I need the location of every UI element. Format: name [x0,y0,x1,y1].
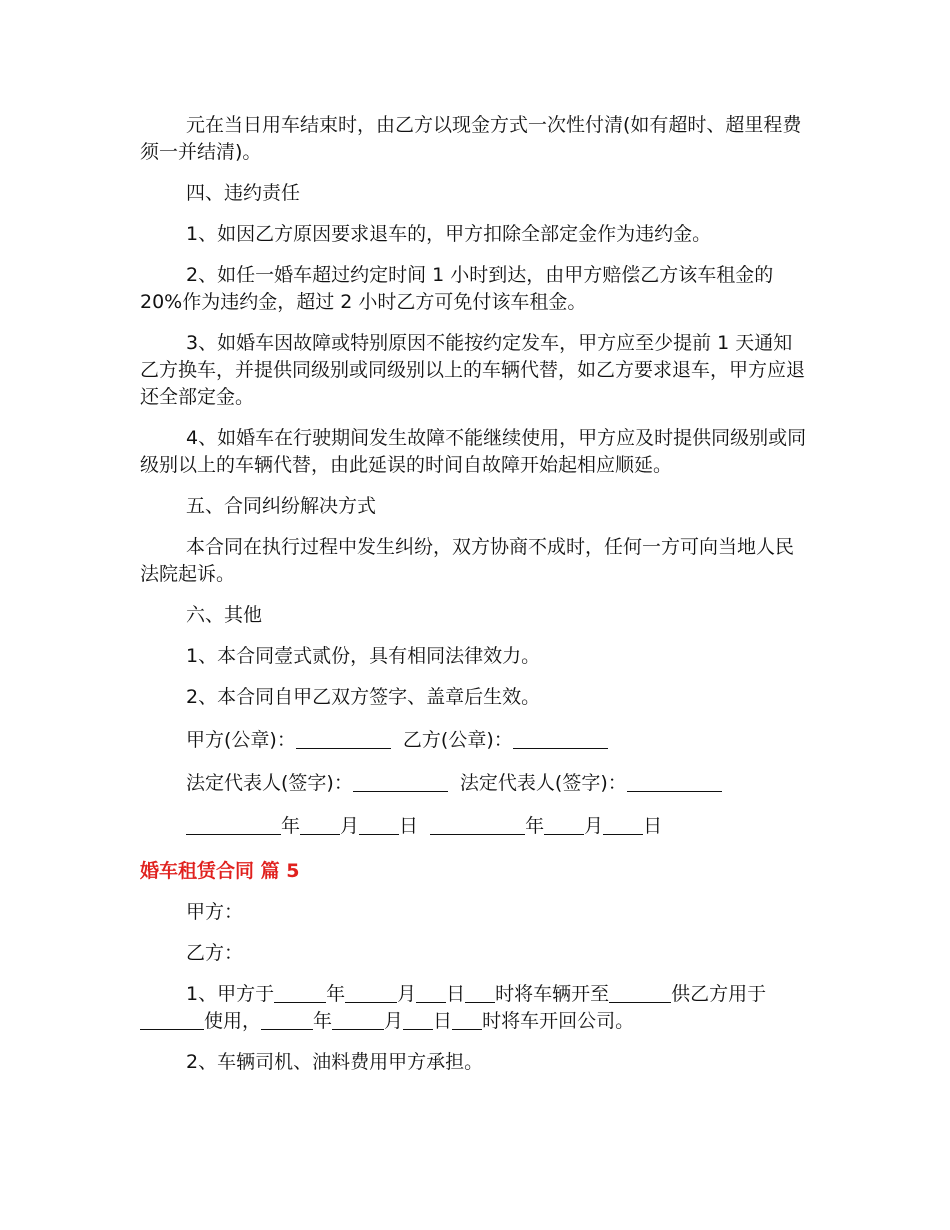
other-clause-1: 1、本合同壹式贰份，具有相同法律效力。 [186,645,541,667]
pickup-month-blank [345,982,397,1003]
document-page [140,112,808,1076]
breach-clause-4: 4、如婚车在行驶期间发生故障不能继续使用，甲方应及时提供同级别或同级别以上的车辆代替，由此延误的时间自故障开始起相应顺延。 [140,427,807,476]
return-hour-blank [452,1009,482,1030]
pickup-year-blank [274,982,326,1003]
breach-clause-2: 2、如任一婚车超过约定时间 1 小时到达，由甲方赔偿乙方该车租金的 20%作为违约金，超过 2 小时乙方可免付该车租金。 [140,264,774,313]
date-b-year-blank [430,814,525,835]
party-b-rep-blank [627,771,722,792]
date-b-year-label: 年 [525,815,545,837]
party-b-rep-label: 法定代表人(签字)： [459,772,627,794]
clause1-text-start: 1、甲方于 [186,983,275,1005]
party-a-rep-blank [353,771,448,792]
date-b-month-blank [544,814,584,835]
date-a-month-blank [300,814,340,835]
return-day-label: 日 [433,1010,453,1032]
party-a-rep-label: 法定代表人(签字)： [186,772,353,794]
contract-heading-5: 婚车租赁合同 篇 5 [140,860,300,882]
use-text: 使用， [204,1010,262,1032]
party-a-line: 甲方： [186,901,244,923]
date-b-day-blank [603,814,643,835]
pickup-hour-text: 时将车辆开至 [495,983,610,1005]
pickup-year-label: 年 [326,983,346,1005]
party-a-seal-blank [296,728,391,749]
pickup-day-blank [416,982,446,1003]
other-clause-2: 2、本合同自甲乙双方签字、盖章后生效。 [186,686,541,708]
date-a-month-label: 月 [340,815,360,837]
use-purpose-blank [140,1009,204,1030]
return-year-label: 年 [313,1010,333,1032]
destination-blank [609,982,671,1003]
section-title-breach: 四、违约责任 [186,182,301,204]
date-a-day-blank [359,814,399,835]
dispute-clause: 本合同在执行过程中发生纠纷，双方协商不成时，任何一方可向当地人民法院起诉。 [140,536,795,585]
return-year-blank [261,1009,313,1030]
rental-clause-2: 2、车辆司机、油料费用甲方承担。 [186,1051,484,1073]
pickup-hour-blank [465,982,495,1003]
date-a-year-blank [186,814,281,835]
rental-clause-1 [140,981,808,1035]
return-month-blank [332,1009,384,1030]
return-text: 时将车开回公司。 [482,1010,635,1032]
pickup-day-label: 日 [446,983,466,1005]
signature-rep-line [140,770,808,797]
signature-date-line [140,813,808,840]
signature-seal-line [140,727,808,754]
for-use-text: 供乙方用于 [671,983,767,1005]
date-b-month-label: 月 [584,815,604,837]
date-a-year-label: 年 [281,815,301,837]
party-b-line: 乙方： [186,942,244,964]
date-b-day-label: 日 [643,815,663,837]
breach-clause-1: 1、如因乙方原因要求退车的，甲方扣除全部定金作为违约金。 [186,223,712,245]
return-day-blank [403,1009,433,1030]
party-b-seal-label: 乙方(公章)： [402,729,513,751]
party-b-seal-blank [513,728,608,749]
return-month-label: 月 [384,1010,404,1032]
date-a-day-label: 日 [399,815,419,837]
section-title-dispute: 五、合同纠纷解决方式 [186,495,377,517]
section-title-other: 六、其他 [186,604,263,626]
party-a-seal-label: 甲方(公章)： [186,729,296,751]
pickup-month-label: 月 [397,983,417,1005]
payment-paragraph: 元在当日用车结束时，由乙方以现金方式一次性付清(如有超时、超里程费须一并结清)。 [140,114,802,163]
breach-clause-3: 3、如婚车因故障或特别原因不能按约定发车，甲方应至少提前 1 天通知乙方换车，并提供同级别或同级别以上的车辆代替，如乙方要求退车，甲方应退还全部定金。 [140,332,806,408]
